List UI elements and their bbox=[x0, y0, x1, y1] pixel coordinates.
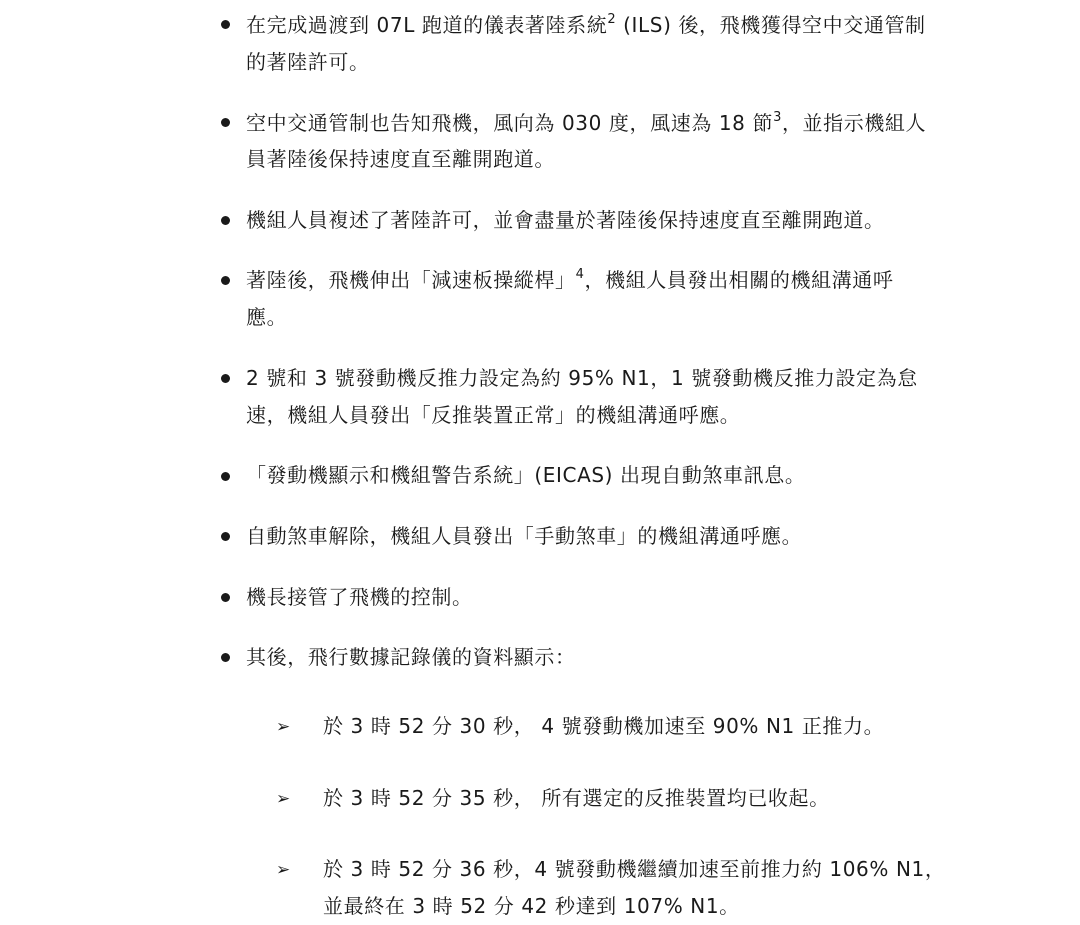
arrow-bullet-icon: ➢ bbox=[276, 789, 291, 809]
bullet-icon bbox=[221, 276, 230, 285]
footnote-ref[interactable]: 2 bbox=[607, 12, 617, 28]
bullet-icon bbox=[221, 118, 230, 127]
arrow-bullet-icon: ➢ bbox=[276, 860, 291, 880]
list-item-line: 著陸後，飛機伸出「減速板操縱桿」$^4$，機組人員發出相關的機組溝通呼 bbox=[246, 267, 894, 292]
list-item-line: 員著陸後保持速度直至離開跑道。 bbox=[246, 147, 555, 171]
list-item-line: 應。 bbox=[246, 305, 288, 329]
bullet-icon bbox=[221, 216, 230, 225]
list-item-line: 的著陸許可。 bbox=[246, 50, 370, 74]
list-item-line: 其後，飛行數據記錄儀的資料顯示： bbox=[246, 645, 576, 669]
bullet-icon bbox=[221, 374, 230, 383]
bullet-icon bbox=[221, 593, 230, 602]
sub-list-item-line: 於 3 時 52 分 35 秒， 所有選定的反推裝置均已收起。 bbox=[323, 786, 830, 810]
arrow-bullet-icon: ➢ bbox=[276, 717, 291, 737]
list-item-line: 速，機組人員發出「反推裝置正常」的機組溝通呼應。 bbox=[246, 403, 741, 427]
sub-list-item-line: 並最終在 3 時 52 分 42 秒達到 107% N1。 bbox=[323, 894, 740, 918]
sub-list-item-line: 於 3 時 52 分 30 秒， 4 號發動機加速至 90% N1 正推力。 bbox=[323, 714, 885, 738]
bullet-icon bbox=[221, 20, 230, 29]
footnote-ref[interactable]: 4 bbox=[575, 267, 585, 283]
list-item-line: 空中交通管制也告知飛機，風向為 030 度，風速為 18 節$^3$，並指示機組人 bbox=[246, 110, 927, 135]
bullet-icon bbox=[221, 653, 230, 662]
list-item-line: 機組人員複述了著陸許可，並會盡量於著陸後保持速度直至離開跑道。 bbox=[246, 208, 885, 232]
bullet-icon bbox=[221, 472, 230, 481]
list-item-line: 2 號和 3 號發動機反推力設定為約 95% N1，1 號發動機反推力設定為怠 bbox=[246, 366, 918, 390]
list-item-line: 在完成過渡到 07L 跑道的儀表著陸系統$^2$ (ILS) 後，飛機獲得空中交通管制 bbox=[246, 12, 926, 37]
list-item-line: 機長接管了飛機的控制。 bbox=[246, 585, 473, 609]
footnote-ref[interactable]: 3 bbox=[773, 110, 782, 126]
sub-list-item-line: 於 3 時 52 分 36 秒，4 號發動機繼續加速至前推力約 106% N1， bbox=[323, 857, 946, 881]
list-item-line: 「發動機顯示和機組警告系統」(EICAS) 出現自動煞車訊息。 bbox=[246, 463, 806, 487]
bullet-icon bbox=[221, 532, 230, 541]
list-item-line: 自動煞車解除，機組人員發出「手動煞車」的機組溝通呼應。 bbox=[246, 524, 803, 548]
